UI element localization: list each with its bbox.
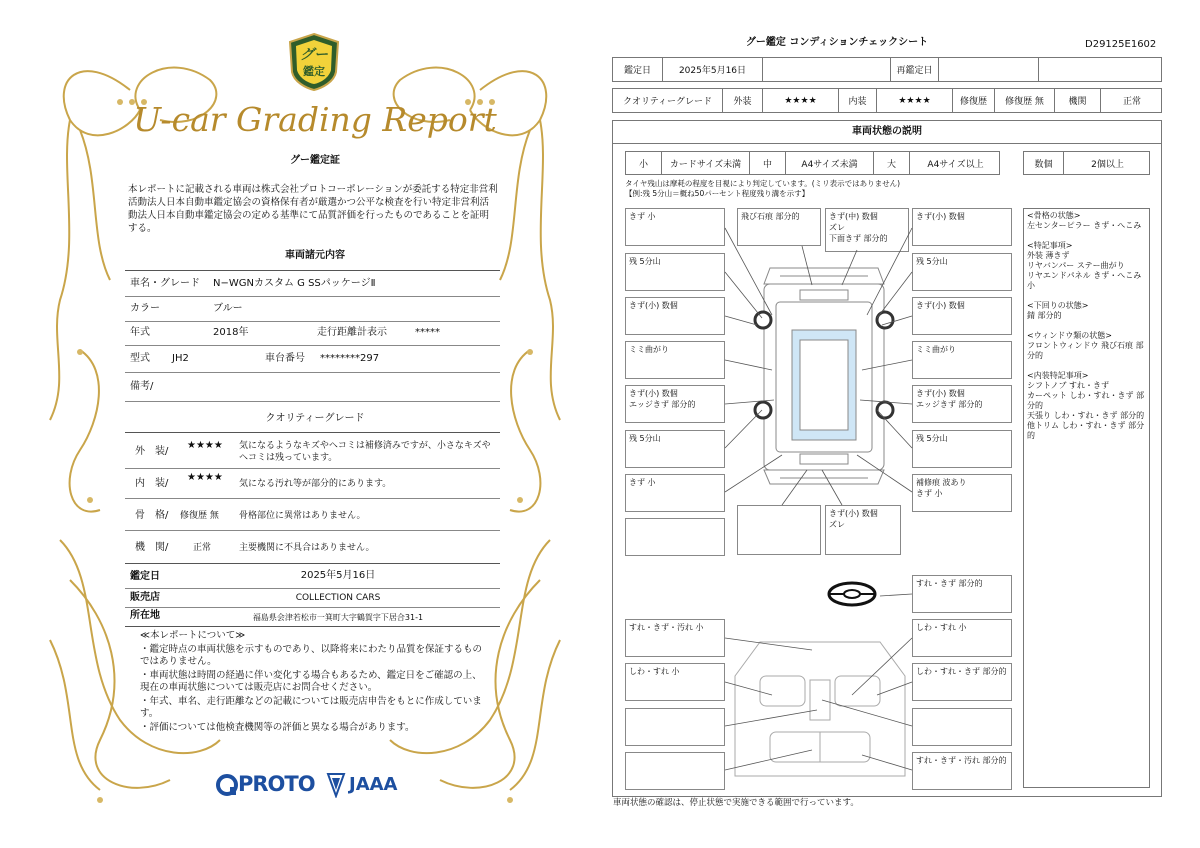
- r2-ext-stars: ★★★★: [763, 89, 839, 112]
- year-label: 年式: [130, 327, 150, 338]
- date-row: [612, 57, 1162, 82]
- r1-re-label: 再鑑定日: [891, 58, 939, 81]
- legend-l: 大: [874, 152, 910, 174]
- label-left-2: 残 5分山: [625, 253, 725, 291]
- label-top-1: 飛び石痕 部分的: [737, 208, 821, 246]
- size-legend: [625, 151, 1000, 175]
- date-value: 2025年5月16日: [300, 570, 376, 581]
- r2-repair-label: 修復歴: [953, 89, 995, 112]
- interior-stars: ★★★★: [187, 472, 223, 483]
- report-title: U-car Grading Report: [133, 100, 497, 139]
- legend-s: 小: [626, 152, 662, 174]
- notes-list: [1027, 211, 1149, 441]
- note-frame-h: <骨格の状態>: [1027, 211, 1081, 220]
- dealer-label: 販売店: [130, 592, 160, 603]
- int-label-right-5: すれ・きず・汚れ 部分的: [912, 752, 1012, 790]
- color-value: ブルー: [213, 303, 243, 314]
- label-right-2: 残 5分山: [912, 253, 1012, 291]
- note-window-h: <ウィンドウ類の状態>: [1027, 331, 1112, 340]
- legend-m-desc: A4サイズ未満: [786, 152, 874, 174]
- r2-engine-label: 機関: [1055, 89, 1101, 112]
- grade-row: [612, 88, 1162, 113]
- note-2: ・車両状態は時間の経過に伴い変化する場合もあるため、鑑定日をご確認の上、現在の車両状態については販売店にお問合せください。: [140, 670, 482, 693]
- note-window-v: フロントウィンドウ 飛び石痕 部分的: [1027, 341, 1144, 360]
- label-right-4: ミミ曲がり: [912, 341, 1012, 379]
- note-3: ・年式、車名、走行距離などの記載については販売店申告をもとに作成しています。: [140, 696, 482, 719]
- label-left-7: きず 小: [625, 474, 725, 512]
- int-label-left-1: すれ・きず・汚れ 小: [625, 619, 725, 657]
- exterior-stars: ★★★★: [187, 440, 223, 451]
- label-left-1: きず 小: [625, 208, 725, 246]
- footer-note: 車両状態の確認は、停止状態で実施できる範囲で行っています。: [613, 798, 859, 808]
- frame-label: 骨 格/: [135, 510, 169, 521]
- note-1: ・鑑定時点の車両状態を示すものであり、以降将来にわたり品質を保証するものではありません。: [140, 644, 483, 667]
- count-legend: [1023, 151, 1150, 175]
- chassis-label: 車台番号: [265, 353, 305, 364]
- proto-logo: [216, 770, 320, 800]
- section-title: 車両状態の説明: [852, 126, 922, 137]
- label-right-7: 補修痕 波あり きず 小: [912, 474, 1012, 512]
- note-under-v: 錆 部分的: [1027, 311, 1062, 320]
- engine-label: 機 関/: [135, 542, 169, 553]
- label-right-6: 残 5分山: [912, 430, 1012, 468]
- interior-leader-lines: [612, 570, 1022, 800]
- int-label-right-3: しわ・すれ・きず 部分的: [912, 663, 1012, 701]
- r2-ext-label: 外装: [723, 89, 763, 112]
- jaaa-logo: [326, 770, 416, 800]
- engine-text: 主要機関に不具合はありません。: [239, 543, 375, 553]
- label-left-4: ミミ曲がり: [625, 341, 725, 379]
- specs-title: 車両諸元内容: [285, 250, 345, 261]
- frame-text: 骨格部位に異常はありません。: [239, 511, 366, 521]
- legend-count: 数個: [1024, 152, 1064, 174]
- label-left-3: きず(小) 数個: [625, 297, 725, 335]
- remarks-label: 備考/: [130, 381, 154, 392]
- interior-text: 気になる汚れ等が部分的にあります。: [239, 479, 392, 489]
- r2-engine-value: 正常: [1122, 97, 1141, 107]
- r1-date-label: 鑑定日: [613, 58, 663, 81]
- note-special-v: 外装 薄きず リヤバンパー ステー曲がり リヤエンドパネル きず・へこみ 小: [1027, 251, 1142, 290]
- label-top-2: きず(中) 数個 ズレ 下面きず 部分的: [825, 208, 909, 252]
- label-right-1: きず(小) 数個: [912, 208, 1012, 246]
- mileage-value: *****: [415, 327, 440, 338]
- r2-int-label: 内装: [839, 89, 877, 112]
- legend-count-desc: 2個以上: [1091, 159, 1124, 170]
- name-label: 車名・グレード: [130, 278, 200, 289]
- dealer-value: COLLECTION CARS: [295, 593, 381, 603]
- proto-text: PROTO: [238, 772, 315, 796]
- date-label: 鑑定日: [130, 571, 160, 582]
- label-left-5: きず(小) 数個 エッジきず 部分的: [625, 385, 725, 423]
- jaaa-mark-icon: [326, 772, 346, 798]
- badge-top-text: グー: [300, 47, 328, 63]
- model-value: JH2: [172, 353, 189, 364]
- leader-lines: [612, 200, 1022, 580]
- doc-id: D29125E1602: [1085, 39, 1157, 50]
- r2-int-stars: ★★★★: [877, 89, 953, 112]
- notes-title: ≪本レポートについて≫: [140, 630, 246, 641]
- address-value: 福島県会津若松市一箕町大字鶴賀字下居合31-1: [252, 613, 424, 622]
- tire-note-2: 【例:残 5分山＝概ね50パーセント程度残り溝を示す】: [625, 189, 810, 198]
- exterior-text: 気になるようなキズやヘコミは補修済みですが、小さなキズやヘコミは残っています。: [239, 441, 491, 463]
- cert-title: グー鑑定証: [290, 155, 340, 166]
- mileage-label: 走行距離計表示: [317, 327, 387, 338]
- note-frame-v: 左センターピラー きず・へこみ: [1027, 221, 1142, 230]
- r2-quality-label: クオリティーグレード: [613, 89, 723, 112]
- exterior-label: 外 装/: [135, 446, 169, 457]
- chassis-value: ********297: [320, 353, 380, 364]
- note-special-h: <特記事項>: [1027, 241, 1073, 250]
- legend-m: 中: [750, 152, 786, 174]
- goo-badge: [286, 32, 342, 92]
- r1-date-value: 2025年5月16日: [663, 58, 763, 81]
- note-interior-v: シフトノブ すれ・きず カーペット しわ・すれ・きず 部分的 天張り しわ・すれ・きず 部分的 他トリム しわ・すれ・きず 部分的: [1027, 381, 1145, 440]
- cert-text: 本レポートに記載される車両は株式会社プロトコーポレーションが委託する特定非営利活動法人日本自動車鑑定協会の資格保有者が厳選かつ公平な検査を行い特定非営利活動法人日本自動車鑑定協会の定める基準にて品質評価を行ったものであることを証明する。: [128, 184, 498, 234]
- interior-label: 内 装/: [135, 478, 169, 489]
- address-label: 所在地: [130, 610, 160, 621]
- badge-bottom-text: 鑑定: [303, 65, 325, 78]
- label-left-6: 残 5分山: [625, 430, 725, 468]
- quality-title: クオリティーグレード: [265, 413, 365, 424]
- int-label-left-2: しわ・すれ 小: [625, 663, 725, 701]
- model-label: 型式: [130, 353, 150, 364]
- tire-note-1: タイヤ残山は摩耗の程度を目視により判定しています。(ミリ表示ではありません): [625, 179, 901, 188]
- engine-value: 正常: [193, 543, 212, 553]
- note-4: ・評価については他検査機関等の評価と異なる場合があります。: [140, 722, 415, 733]
- proto-mark-icon: [216, 773, 238, 797]
- sheet-title: グー鑑定 コンディションチェックシート: [745, 37, 929, 48]
- int-label-right-1: すれ・きず 部分的: [912, 575, 1012, 613]
- jaaa-text: JAAA: [349, 774, 398, 795]
- note-under-h: <下回りの状態>: [1027, 301, 1089, 310]
- r2-repair-value: 修復歴 無: [995, 89, 1055, 112]
- note-interior-h: <内装特記事項>: [1027, 371, 1089, 380]
- legend-l-desc: A4サイズ以上: [927, 159, 984, 170]
- int-label-right-2: しわ・すれ 小: [912, 619, 1012, 657]
- legend-s-desc: カードサイズ未満: [662, 152, 750, 174]
- color-label: カラー: [130, 303, 160, 314]
- label-bottom-2: きず(小) 数個 ズレ: [825, 505, 901, 555]
- year-value: 2018年: [213, 327, 249, 338]
- label-right-5: きず(小) 数個 エッジきず 部分的: [912, 385, 1012, 423]
- name-value: N−WGNカスタム G SSパッケージⅡ: [213, 278, 376, 289]
- label-right-3: きず(小) 数個: [912, 297, 1012, 335]
- frame-value: 修復歴 無: [180, 511, 219, 521]
